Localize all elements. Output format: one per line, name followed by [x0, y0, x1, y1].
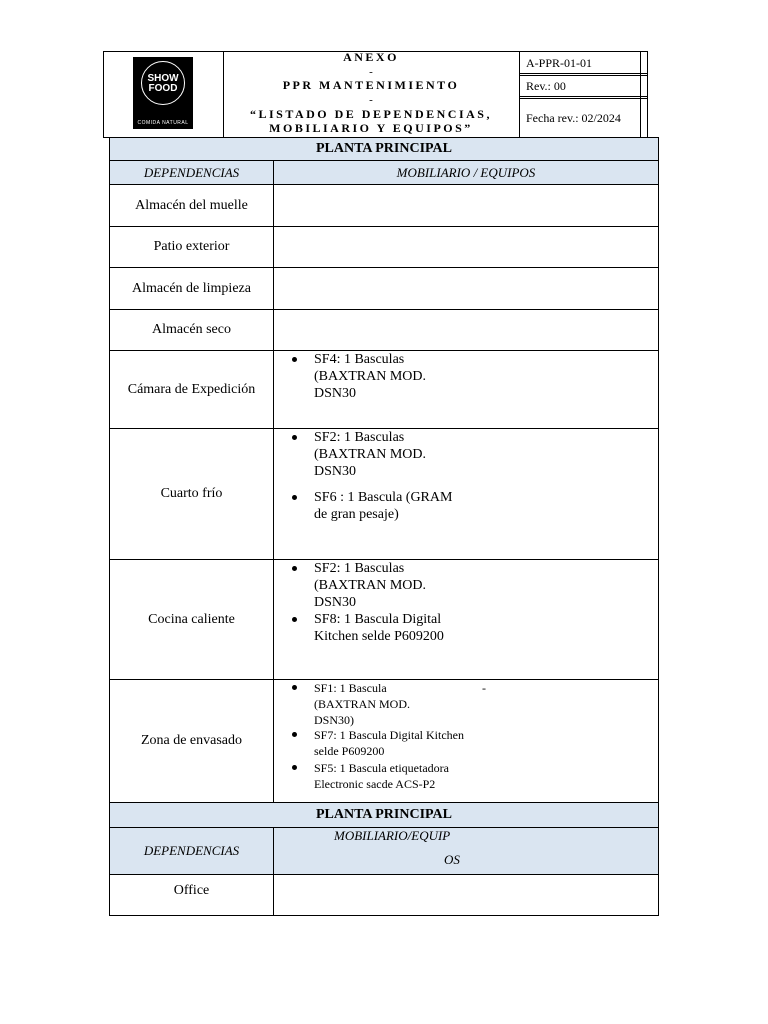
dependency-camara-expedicion: Cámara de Expedición	[109, 350, 274, 429]
title-dash-2: -	[369, 94, 373, 106]
logo-line-1: SHOW	[147, 73, 179, 84]
table2-title: PLANTA PRINCIPAL	[109, 802, 659, 828]
equipment-item: SF2: 1 Basculas (BAXTRAN MOD. DSN30	[314, 560, 464, 611]
title-dash-1: -	[369, 66, 373, 78]
equipment-cell-office	[273, 874, 659, 916]
dependency-patio-exterior: Patio exterior	[109, 226, 274, 268]
equipment-item: SF8: 1 Bascula Digital Kitchen selde P609200	[314, 611, 464, 645]
title-mobiliario: MOBILIARIO Y EQUIPOS”	[269, 121, 473, 135]
equipment-cell-almacen-muelle	[273, 184, 659, 227]
table1-col-dependencias: DEPENDENCIAS	[109, 160, 274, 185]
equipment-cell-almacen-limpieza	[273, 267, 659, 310]
dependency-cuarto-frio: Cuarto frío	[109, 428, 274, 560]
dependency-zona-envasado: Zona de envasado	[109, 679, 274, 803]
table1-title: PLANTA PRINCIPAL	[109, 137, 659, 161]
document-code: A-PPR-01-01	[519, 51, 648, 76]
title-listado: “LISTADO DE DEPENDENCIAS,	[250, 107, 492, 121]
stray-dash-mark: -	[482, 681, 486, 695]
table2-col-mobiliario	[273, 827, 659, 875]
title-anexo: ANEXO	[343, 50, 399, 64]
dependency-almacen-limpieza: Almacén de limpieza	[109, 267, 274, 310]
equipment-item: SF1: 1 Bascula (BAXTRAN MOD. DSN30)	[314, 680, 424, 728]
logo-tagline: COMIDA NATURAL	[137, 120, 189, 126]
equipment-item: SF7: 1 Bascula Digital Kitchen selde P609200	[314, 728, 464, 758]
table1-col-mobiliario: MOBILIARIO / EQUIPOS	[273, 160, 659, 185]
table2-col-dependencias: DEPENDENCIAS	[109, 827, 274, 875]
table2-col-mobiliario-line1: MOBILIARIO/EQUIP	[334, 828, 451, 843]
table2-col-mobiliario-line2: OS	[444, 852, 460, 867]
revision-date: Fecha rev.: 02/2024	[519, 96, 648, 140]
dependency-almacen-muelle: Almacén del muelle	[109, 184, 274, 227]
dependency-office: Office	[109, 874, 274, 916]
equipment-cell-patio-exterior	[273, 226, 659, 268]
equipment-item: SF2: 1 Basculas (BAXTRAN MOD. DSN30	[314, 429, 464, 480]
equipment-cell-almacen-seco	[273, 309, 659, 351]
equipment-item: SF4: 1 Basculas (BAXTRAN MOD. DSN30	[314, 351, 464, 402]
revision-number: Rev.: 00	[519, 73, 648, 99]
dependency-cocina-caliente: Cocina caliente	[109, 559, 274, 680]
equipment-item: SF6 : 1 Bascula (GRAM de gran pesaje)	[314, 489, 464, 523]
company-logo	[133, 57, 193, 129]
logo-line-2: FOOD	[148, 83, 178, 94]
dependency-almacen-seco: Almacén seco	[109, 309, 274, 351]
title-ppr: PPR MANTENIMIENTO	[282, 78, 460, 92]
equipment-item: SF5: 1 Bascula etiquetadora Electronic sacde ACS-P2	[314, 760, 474, 792]
